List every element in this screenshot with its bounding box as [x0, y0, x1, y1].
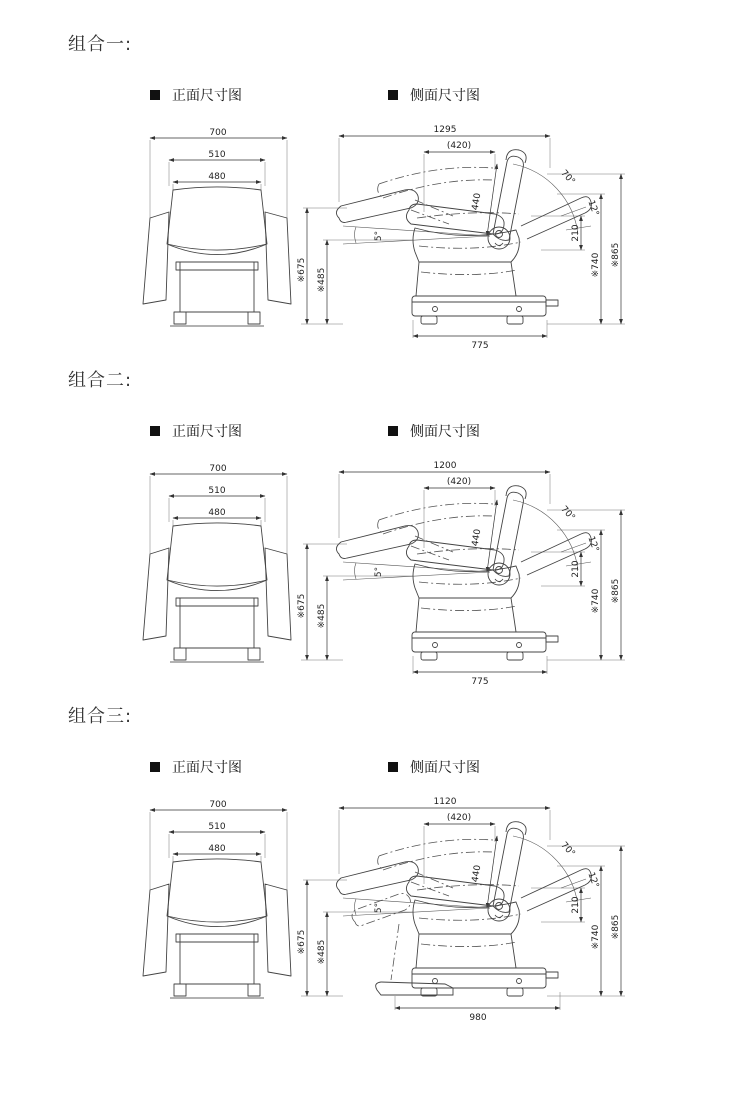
dim-865: ※865	[611, 578, 621, 604]
dim-base-length: 775	[471, 341, 489, 351]
diagram-headers	[150, 422, 750, 440]
front-view-label: 正面尺寸图	[172, 424, 242, 440]
dim-seat-width: 480	[208, 172, 226, 182]
front-view-label: 正面尺寸图	[172, 88, 242, 104]
square-bullet-icon	[388, 90, 398, 100]
section-title: 组合一:	[68, 34, 133, 55]
side-view-diagram	[295, 456, 639, 692]
dim-overall-length: 1295	[433, 125, 457, 135]
dim-backrest-width: 510	[208, 150, 226, 160]
front-view-label: 正面尺寸图	[172, 760, 242, 776]
dim-675: ※675	[297, 257, 307, 283]
diagrams-row	[140, 120, 750, 360]
dim-backrest-length: 440	[470, 528, 484, 547]
diagram-headers	[150, 86, 750, 104]
dim-485: ※485	[317, 603, 327, 629]
dim-backrest-length: 440	[470, 192, 484, 211]
dim-overall-width: 700	[209, 464, 227, 474]
front-view-header	[150, 85, 242, 105]
diagrams-row	[140, 456, 750, 696]
dim-210: 210	[571, 560, 581, 578]
front-view-header	[150, 757, 242, 777]
dim-overall-length: 1200	[433, 461, 457, 471]
dim-seat-depth: (420)	[446, 141, 472, 151]
dim-overall-length: 1120	[433, 797, 457, 807]
side-view-diagram	[295, 120, 639, 356]
side-view-label: 侧面尺寸图	[410, 760, 480, 776]
dim-740: ※740	[591, 924, 601, 950]
square-bullet-icon	[388, 762, 398, 772]
dim-740: ※740	[591, 588, 601, 614]
section-title: 组合二:	[68, 370, 133, 391]
dim-seat-depth: (420)	[446, 477, 472, 487]
side-view-label: 侧面尺寸图	[410, 424, 480, 440]
side-view-diagram	[295, 792, 639, 1028]
angle-tilt: 12°	[585, 199, 601, 218]
dim-seat-width: 480	[208, 844, 226, 854]
front-view-diagram	[140, 796, 307, 1032]
angle-recline: 70°	[558, 504, 577, 523]
dim-overall-width: 700	[209, 800, 227, 810]
square-bullet-icon	[150, 90, 160, 100]
dim-seat-depth: (420)	[446, 813, 472, 823]
dim-485: ※485	[317, 939, 327, 965]
angle-legrest: 5°	[374, 566, 384, 578]
section-title: 组合三:	[68, 706, 133, 727]
dim-865: ※865	[611, 914, 621, 940]
front-view-diagram	[140, 460, 307, 696]
side-view-header	[388, 85, 480, 105]
dim-210: 210	[571, 224, 581, 242]
section-combo-2	[0, 366, 750, 696]
diagram-headers	[150, 758, 750, 776]
front-view-header	[150, 421, 242, 441]
dim-485: ※485	[317, 267, 327, 293]
angle-recline: 70°	[558, 168, 577, 187]
square-bullet-icon	[150, 426, 160, 436]
square-bullet-icon	[150, 762, 160, 772]
front-view-diagram	[140, 124, 307, 360]
dim-backrest-width: 510	[208, 486, 226, 496]
angle-recline: 70°	[558, 840, 577, 859]
angle-legrest: 5°	[374, 902, 384, 914]
dim-865: ※865	[611, 242, 621, 268]
dim-overall-width: 700	[209, 128, 227, 138]
angle-tilt: 12°	[585, 535, 601, 554]
angle-legrest: 5°	[374, 230, 384, 242]
side-view-header	[388, 757, 480, 777]
dim-675: ※675	[297, 593, 307, 619]
dim-210: 210	[571, 896, 581, 914]
diagrams-row	[140, 792, 750, 1032]
dim-base-length: 775	[471, 677, 489, 687]
dim-740: ※740	[591, 252, 601, 278]
section-combo-1	[0, 30, 750, 360]
dim-backrest-width: 510	[208, 822, 226, 832]
dim-base-length: 980	[469, 1013, 487, 1023]
dim-675: ※675	[297, 929, 307, 955]
dim-seat-width: 480	[208, 508, 226, 518]
side-view-label: 侧面尺寸图	[410, 88, 480, 104]
section-combo-3	[0, 702, 750, 1032]
square-bullet-icon	[388, 426, 398, 436]
side-view-header	[388, 421, 480, 441]
angle-tilt: 12°	[585, 871, 601, 890]
dim-backrest-length: 440	[470, 864, 484, 883]
